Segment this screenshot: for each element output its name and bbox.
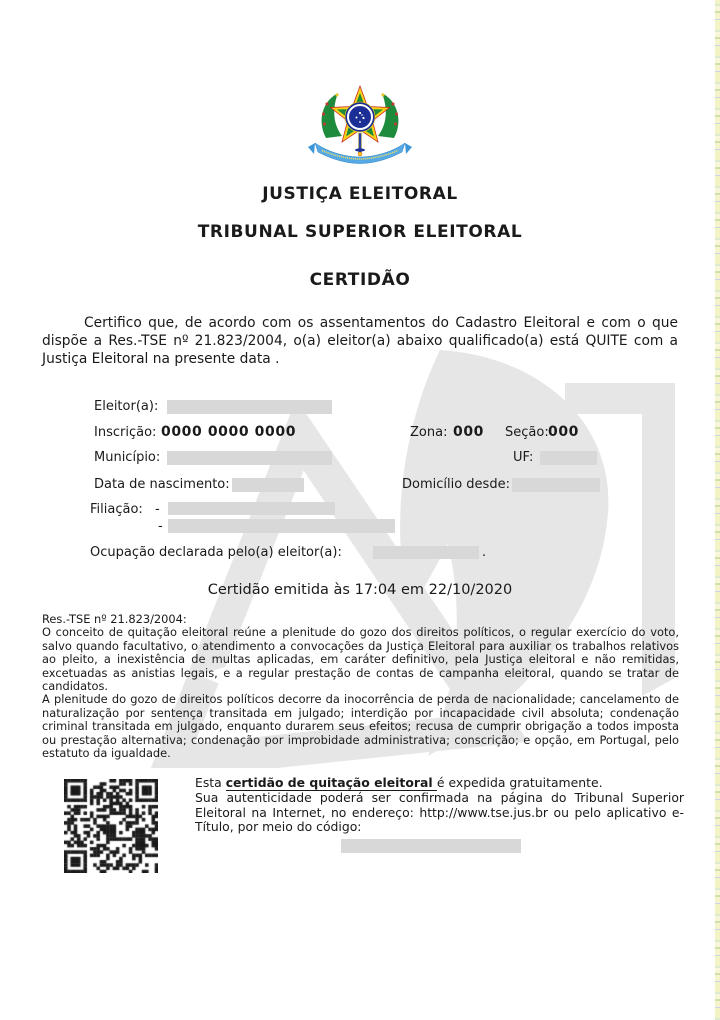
inscricao-label: Inscrição: (94, 425, 157, 440)
brazil-coat-of-arms-icon (307, 74, 413, 170)
ocupacao-label: Ocupação declarada pelo(a) eleitor(a): (90, 545, 342, 560)
inscricao-value: 0000 0000 0000 (161, 424, 297, 440)
zona-label: Zona: (410, 425, 448, 440)
legal-paragraph-2: A plenitude do gozo de direitos políticos decorre da inocorrência de perda de nacionalidade; cancelamento de naturalização por sentença transitada em julgado; interdição por incapacidade civil absoluta; condenação criminal transitada em julgado, enquanto durarem seus efeitos; recusa de cumprir obrigação a todos imposta ou prestação alternativa; condenação por improbidade administrativa; conscrição; e opção, em Portugal, pelo estatuto da igualdade. (42, 692, 679, 761)
nascimento-label: Data de nascimento: (94, 477, 230, 492)
zona-value: 000 (453, 424, 485, 440)
filiacao-label: Filiação: (90, 502, 143, 517)
uf-redacted (540, 451, 597, 465)
gratuity-prefix: Esta (195, 775, 226, 790)
municipio-redacted (167, 451, 332, 465)
qr-code (64, 779, 158, 873)
authenticity-paragraph: Sua autenticidade poderá ser confirmada na página do Tribunal Superior Eleitoral na Internet, no endereço: http://www.tse.jus.br ou pelo aplicativo e-Título, por meio do código: (195, 789, 684, 835)
page-edge-decoration (715, 0, 720, 1020)
secao-value: 000 (548, 424, 580, 440)
municipio-label: Município: (94, 450, 161, 465)
uf-label: UF: (513, 450, 534, 465)
verification-code-redacted (341, 839, 521, 853)
filiacao-dash-2: - (158, 519, 163, 534)
certidao-quitacao-emphasis: certidão de quitação eleitoral (225, 775, 437, 790)
ocupacao-period: . (482, 545, 487, 560)
emission-timestamp: Certidão emitida às 17:04 em 22/10/2020 (207, 582, 513, 598)
legal-block (42, 613, 679, 760)
certification-paragraph: Certifico que, de acordo com os assentamentos do Cadastro Eleitoral e com o que dispõe a Res.-TSE nº 21.823/2004, o(a) eleitor(a) abaixo qualificado(a) está QUITE com a Justiça Eleitoral na presente data . (42, 315, 678, 368)
domicilio-label: Domicílio desde: (402, 477, 510, 492)
legal-title: Res.-TSE nº 21.823/2004: (42, 612, 187, 626)
footer-text-block (195, 776, 684, 835)
filiacao-father-redacted (168, 519, 395, 533)
filiacao-mother-redacted (168, 502, 335, 515)
gratuity-suffix: é expedida gratuitamente. (436, 775, 603, 790)
ocupacao-redacted (373, 546, 479, 559)
nascimento-redacted (232, 478, 304, 492)
header-justica-eleitoral: JUSTIÇA ELEITORAL (262, 184, 458, 204)
secao-label: Seção: (505, 425, 549, 440)
gratuity-line (195, 776, 684, 791)
filiacao-dash-1: - (155, 502, 160, 517)
header-tribunal-superior-eleitoral: TRIBUNAL SUPERIOR ELEITORAL (197, 222, 523, 242)
header-certidao: CERTIDÃO (309, 270, 411, 290)
eleitor-name-redacted (167, 400, 332, 414)
domicilio-redacted (512, 478, 600, 492)
legal-paragraph-1: O conceito de quitação eleitoral reúne a plenitude do gozo dos direitos políticos, o regular exercício do voto, salvo quando facultativo, o atendimento a convocações da Justiça Eleitoral para auxiliar os trabalhos relativos ao pleito, a inexistência de multas aplicadas, em caráter definitivo, pela Justiça eleitoral e não remitidas, excetuadas as anistias legais, e a regular prestação de contas de campanha eleitoral, quando se tratar de candidatos. (42, 625, 679, 694)
eleitor-label: Eleitor(a): (94, 399, 159, 414)
